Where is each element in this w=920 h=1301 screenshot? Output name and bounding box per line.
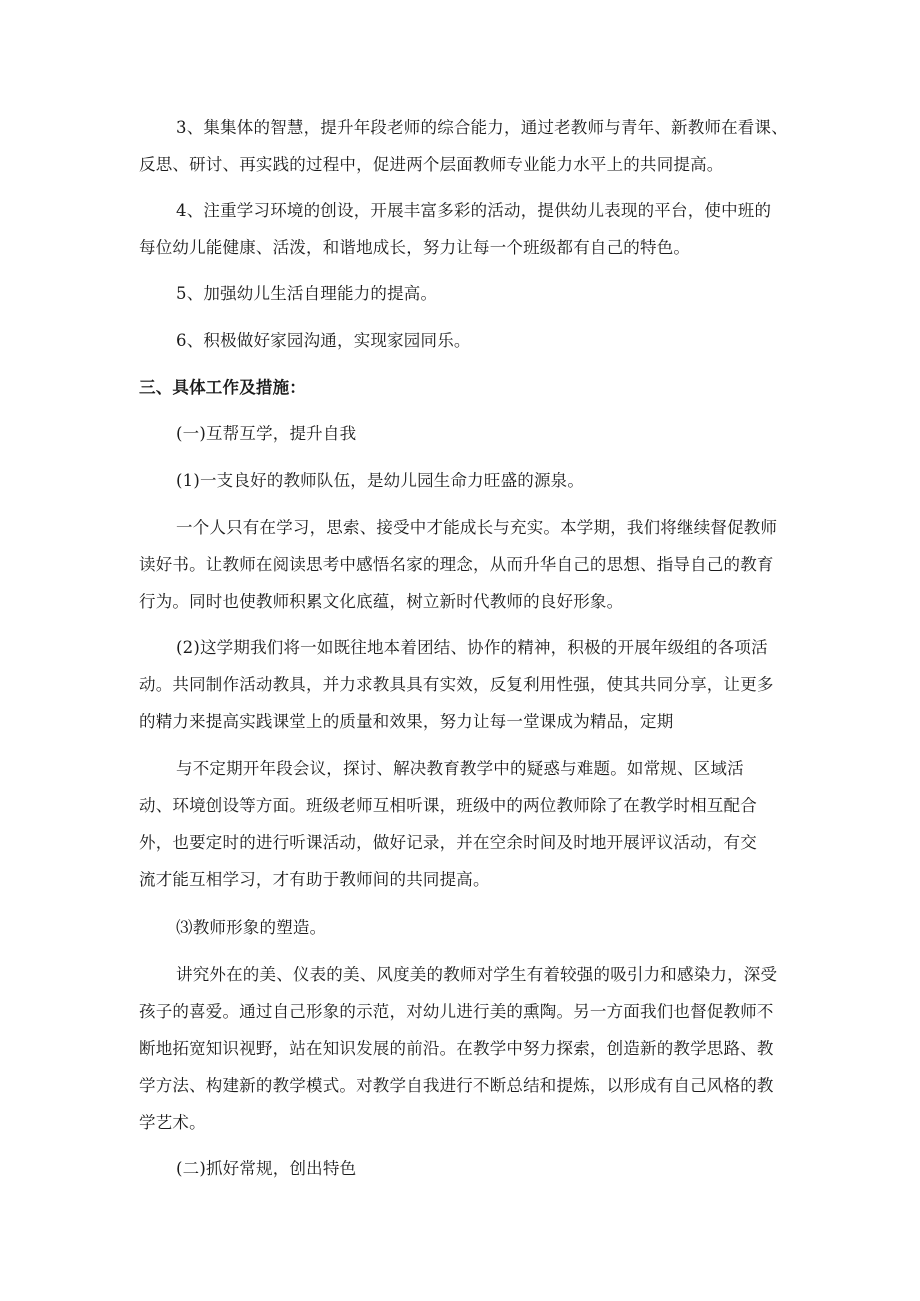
text-line: 断地拓宽知识视野，站在知识发展的前沿。在教学中努力探索，创造新的教学思路、教 [139,1039,774,1058]
text-line: 6、积极做好家园沟通，实现家园同乐。 [176,331,471,350]
subsection-title: (二)抓好常规，创出特色 [176,1159,357,1178]
text-line: 讲究外在的美、仪表的美、风度美的教师对学生有着较强的吸引力和感染力，深受 [176,965,778,984]
text-line: 读好书。让教师在阅读思考中感悟名家的理念，从而升华自己的思想、指导自己的教育 [139,555,774,574]
text-line: 3、集集体的智慧，提升年段老师的综合能力，通过老教师与青年、新教师在看课、 [176,118,788,137]
text-line: (2)这学期我们将一如既往地本着团结、协作的精神，积极的开展年级组的各项活 [176,638,768,657]
text-line: 动、环境创设等方面。班级老师互相听课，班级中的两位教师除了在教学时相互配合 [139,796,757,815]
text-line: 孩子的喜爱。通过自己形象的示范，对幼儿进行美的熏陶。另一方面我们也督促教师不 [139,1002,774,1021]
text-line: 一个人只有在学习，思索、接受中才能成长与充实。本学期，我们将继续督促教师 [176,518,778,537]
text-line: 反思、研讨、再实践的过程中，促进两个层面教师专业能力水平上的共同提高。 [139,155,724,174]
text-line: 动。共同制作活动教具，并力求教具具有实效，反复利用性强，使其共同分享，让更多 [139,675,774,694]
text-line: (1)一支良好的教师队伍，是幼儿园生命力旺盛的源泉。 [176,471,585,490]
text-line: 行为。同时也使教师积累文化底蕴，树立新时代教师的良好形象。 [139,592,624,611]
text-line: 外，也要定时的进行听课活动，做好记录，并在空余时间及时地开展评议活动，有交 [139,833,757,852]
text-line: 4、注重学习环境的创设，开展丰富多彩的活动，提供幼儿表现的平台，使中班的 [176,201,772,220]
text-line: 5、加强幼儿生活自理能力的提高。 [176,284,438,303]
section-heading: 三、具体工作及措施： [139,378,306,397]
text-line: 学方法、构建新的教学模式。对教学自我进行不断总结和提炼，以形成有自己风格的教 [139,1076,774,1095]
text-line: 学艺术。 [139,1113,206,1132]
subsection-title: (一)互帮互学，提升自我 [176,424,357,443]
text-line: 与不定期开年段会议，探讨、解决教育教学中的疑惑与难题。如常规、区域活 [176,759,744,778]
subsection-title: ⑶教师形象的塑造。 [176,918,327,937]
text-line: 每位幼儿能健康、活泼，和谐地成长，努力让每一个班级都有自己的特色。 [139,238,691,257]
text-line: 流才能互相学习，才有助于教师间的共同提高。 [139,870,490,889]
text-line: 的精力来提高实践课堂上的质量和效果，努力让每一堂课成为精品，定期 [139,712,674,731]
